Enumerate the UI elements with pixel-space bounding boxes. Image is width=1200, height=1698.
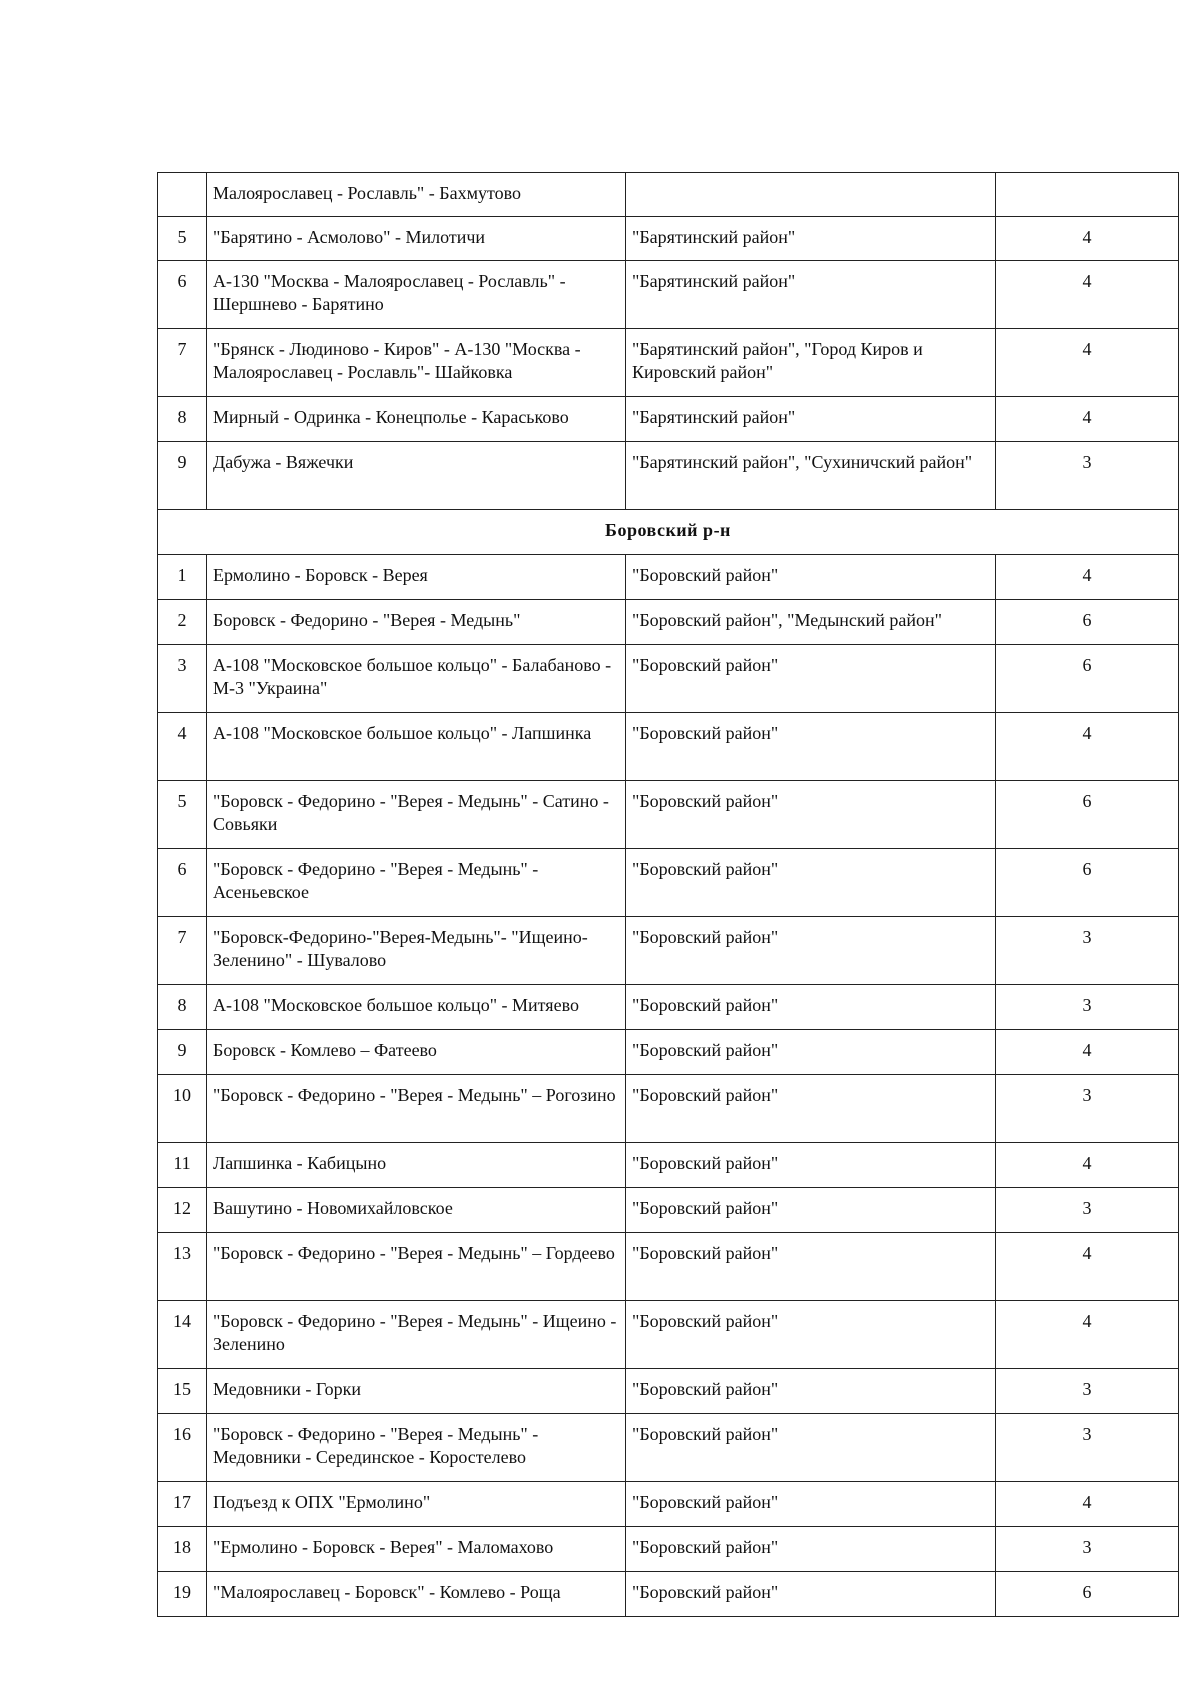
district-cell: "Боровский район" <box>626 849 996 917</box>
category-cell: 3 <box>996 1369 1179 1414</box>
row-number-cell: 16 <box>158 1414 207 1482</box>
district-cell: "Боровский район" <box>626 1030 996 1075</box>
district-cell: "Боровский район" <box>626 917 996 985</box>
road-name-cell: "Боровск - Федорино - "Верея - Медынь" - Асеньевское <box>207 849 626 917</box>
road-name-cell: "Барятино - Асмолово" - Милотичи <box>207 217 626 261</box>
row-number-cell: 2 <box>158 600 207 645</box>
district-cell: "Боровский район" <box>626 1414 996 1482</box>
road-name-cell: Малоярославец - Рославль" - Бахмутово <box>207 173 626 217</box>
district-cell: "Боровский район" <box>626 781 996 849</box>
category-cell: 3 <box>996 1414 1179 1482</box>
category-cell: 3 <box>996 1075 1179 1143</box>
table-row <box>158 1233 1179 1301</box>
road-name-cell: А-108 "Московское большое кольцо" - Митяево <box>207 985 626 1030</box>
row-number-cell: 5 <box>158 781 207 849</box>
roads-table-body <box>158 173 1179 1617</box>
row-number-cell: 12 <box>158 1188 207 1233</box>
road-name-cell: А-130 "Москва - Малоярославец - Рославль" - Шершнево - Барятино <box>207 261 626 329</box>
category-cell: 6 <box>996 781 1179 849</box>
district-cell: "Боровский район" <box>626 713 996 781</box>
category-cell <box>996 173 1179 217</box>
road-name-cell: "Боровск - Федорино - "Верея - Медынь" – Рогозино <box>207 1075 626 1143</box>
district-cell: "Боровский район", "Медынский район" <box>626 600 996 645</box>
category-cell: 6 <box>996 1572 1179 1617</box>
category-cell: 4 <box>996 261 1179 329</box>
table-row <box>158 173 1179 217</box>
row-number-cell: 18 <box>158 1527 207 1572</box>
row-number-cell: 15 <box>158 1369 207 1414</box>
table-row <box>158 985 1179 1030</box>
road-name-cell: Лапшинка - Кабицыно <box>207 1143 626 1188</box>
table-row <box>158 555 1179 600</box>
district-cell: "Боровский район" <box>626 555 996 600</box>
table-row <box>158 217 1179 261</box>
category-cell: 4 <box>996 1233 1179 1301</box>
road-name-cell: Медовники - Горки <box>207 1369 626 1414</box>
table-row <box>158 1482 1179 1527</box>
category-cell: 4 <box>996 217 1179 261</box>
district-cell: "Барятинский район", "Сухиничский район" <box>626 442 996 510</box>
category-cell: 4 <box>996 555 1179 600</box>
table-row <box>158 849 1179 917</box>
road-name-cell: "Боровск-Федорино-"Верея-Медынь"- "Ищеино-Зеленино" - Шувалово <box>207 917 626 985</box>
category-cell: 6 <box>996 645 1179 713</box>
road-name-cell: "Брянск - Людиново - Киров" - А-130 "Москва - Малоярославец - Рославль"- Шайковка <box>207 329 626 397</box>
row-number-cell: 19 <box>158 1572 207 1617</box>
category-cell: 4 <box>996 1301 1179 1369</box>
district-cell: "Барятинский район" <box>626 397 996 442</box>
row-number-cell: 7 <box>158 917 207 985</box>
category-cell: 3 <box>996 1188 1179 1233</box>
road-name-cell: "Боровск - Федорино - "Верея - Медынь" - Сатино - Совьяки <box>207 781 626 849</box>
category-cell: 6 <box>996 600 1179 645</box>
table-row <box>158 261 1179 329</box>
district-cell: "Боровский район" <box>626 985 996 1030</box>
district-cell: "Боровский район" <box>626 1301 996 1369</box>
row-number-cell <box>158 173 207 217</box>
district-cell: "Боровский район" <box>626 1572 996 1617</box>
section-header-row <box>158 510 1179 555</box>
road-name-cell: Дабужа - Вяжечки <box>207 442 626 510</box>
row-number-cell: 8 <box>158 397 207 442</box>
category-cell: 3 <box>996 917 1179 985</box>
category-cell: 4 <box>996 713 1179 781</box>
district-cell: "Боровский район" <box>626 1527 996 1572</box>
row-number-cell: 9 <box>158 442 207 510</box>
road-name-cell: "Боровск - Федорино - "Верея - Медынь" – Гордеево <box>207 1233 626 1301</box>
category-cell: 3 <box>996 985 1179 1030</box>
district-cell: "Боровский район" <box>626 1188 996 1233</box>
category-cell: 4 <box>996 329 1179 397</box>
table-row <box>158 1188 1179 1233</box>
district-cell: "Боровский район" <box>626 1482 996 1527</box>
road-name-cell: "Боровск - Федорино - "Верея - Медынь" - Медовники - Серединское - Коростелево <box>207 1414 626 1482</box>
row-number-cell: 17 <box>158 1482 207 1527</box>
district-cell <box>626 173 996 217</box>
category-cell: 4 <box>996 397 1179 442</box>
road-name-cell: Подъезд к ОПХ "Ермолино" <box>207 1482 626 1527</box>
category-cell: 6 <box>996 849 1179 917</box>
category-cell: 4 <box>996 1143 1179 1188</box>
category-cell: 3 <box>996 1527 1179 1572</box>
category-cell: 3 <box>996 442 1179 510</box>
section-title: Боровский р-н <box>158 510 1179 555</box>
district-cell: "Барятинский район" <box>626 261 996 329</box>
table-row <box>158 645 1179 713</box>
table-row <box>158 1369 1179 1414</box>
district-cell: "Боровский район" <box>626 645 996 713</box>
district-cell: "Боровский район" <box>626 1075 996 1143</box>
table-row <box>158 1527 1179 1572</box>
table-row <box>158 1030 1179 1075</box>
table-row <box>158 329 1179 397</box>
row-number-cell: 6 <box>158 849 207 917</box>
table-row <box>158 1301 1179 1369</box>
district-cell: "Барятинский район", "Город Киров и Кировский район" <box>626 329 996 397</box>
district-cell: "Боровский район" <box>626 1143 996 1188</box>
row-number-cell: 7 <box>158 329 207 397</box>
district-cell: "Боровский район" <box>626 1369 996 1414</box>
category-cell: 4 <box>996 1030 1179 1075</box>
district-cell: "Барятинский район" <box>626 217 996 261</box>
row-number-cell: 10 <box>158 1075 207 1143</box>
table-row <box>158 442 1179 510</box>
road-name-cell: А-108 "Московское большое кольцо" - Лапшинка <box>207 713 626 781</box>
road-name-cell: Мирный - Одринка - Конецполье - Караськово <box>207 397 626 442</box>
row-number-cell: 5 <box>158 217 207 261</box>
road-name-cell: Ермолино - Боровск - Верея <box>207 555 626 600</box>
row-number-cell: 6 <box>158 261 207 329</box>
table-row <box>158 1075 1179 1143</box>
table-row <box>158 397 1179 442</box>
road-name-cell: Вашутино - Новомихайловское <box>207 1188 626 1233</box>
table-row <box>158 917 1179 985</box>
table-row <box>158 1572 1179 1617</box>
row-number-cell: 3 <box>158 645 207 713</box>
category-cell: 4 <box>996 1482 1179 1527</box>
row-number-cell: 11 <box>158 1143 207 1188</box>
road-name-cell: "Ермолино - Боровск - Верея" - Маломахово <box>207 1527 626 1572</box>
row-number-cell: 9 <box>158 1030 207 1075</box>
road-name-cell: А-108 "Московское большое кольцо" - Балабаново - М-3 "Украина" <box>207 645 626 713</box>
road-name-cell: "Малоярославец - Боровск" - Комлево - Роща <box>207 1572 626 1617</box>
table-row <box>158 713 1179 781</box>
road-name-cell: "Боровск - Федорино - "Верея - Медынь" - Ищеино - Зеленино <box>207 1301 626 1369</box>
row-number-cell: 13 <box>158 1233 207 1301</box>
row-number-cell: 4 <box>158 713 207 781</box>
table-row <box>158 1414 1179 1482</box>
row-number-cell: 8 <box>158 985 207 1030</box>
table-row <box>158 1143 1179 1188</box>
road-name-cell: Боровск - Федорино - "Верея - Медынь" <box>207 600 626 645</box>
table-row <box>158 600 1179 645</box>
row-number-cell: 1 <box>158 555 207 600</box>
row-number-cell: 14 <box>158 1301 207 1369</box>
roads-table <box>157 172 1179 1617</box>
road-name-cell: Боровск - Комлево – Фатеево <box>207 1030 626 1075</box>
district-cell: "Боровский район" <box>626 1233 996 1301</box>
table-row <box>158 781 1179 849</box>
